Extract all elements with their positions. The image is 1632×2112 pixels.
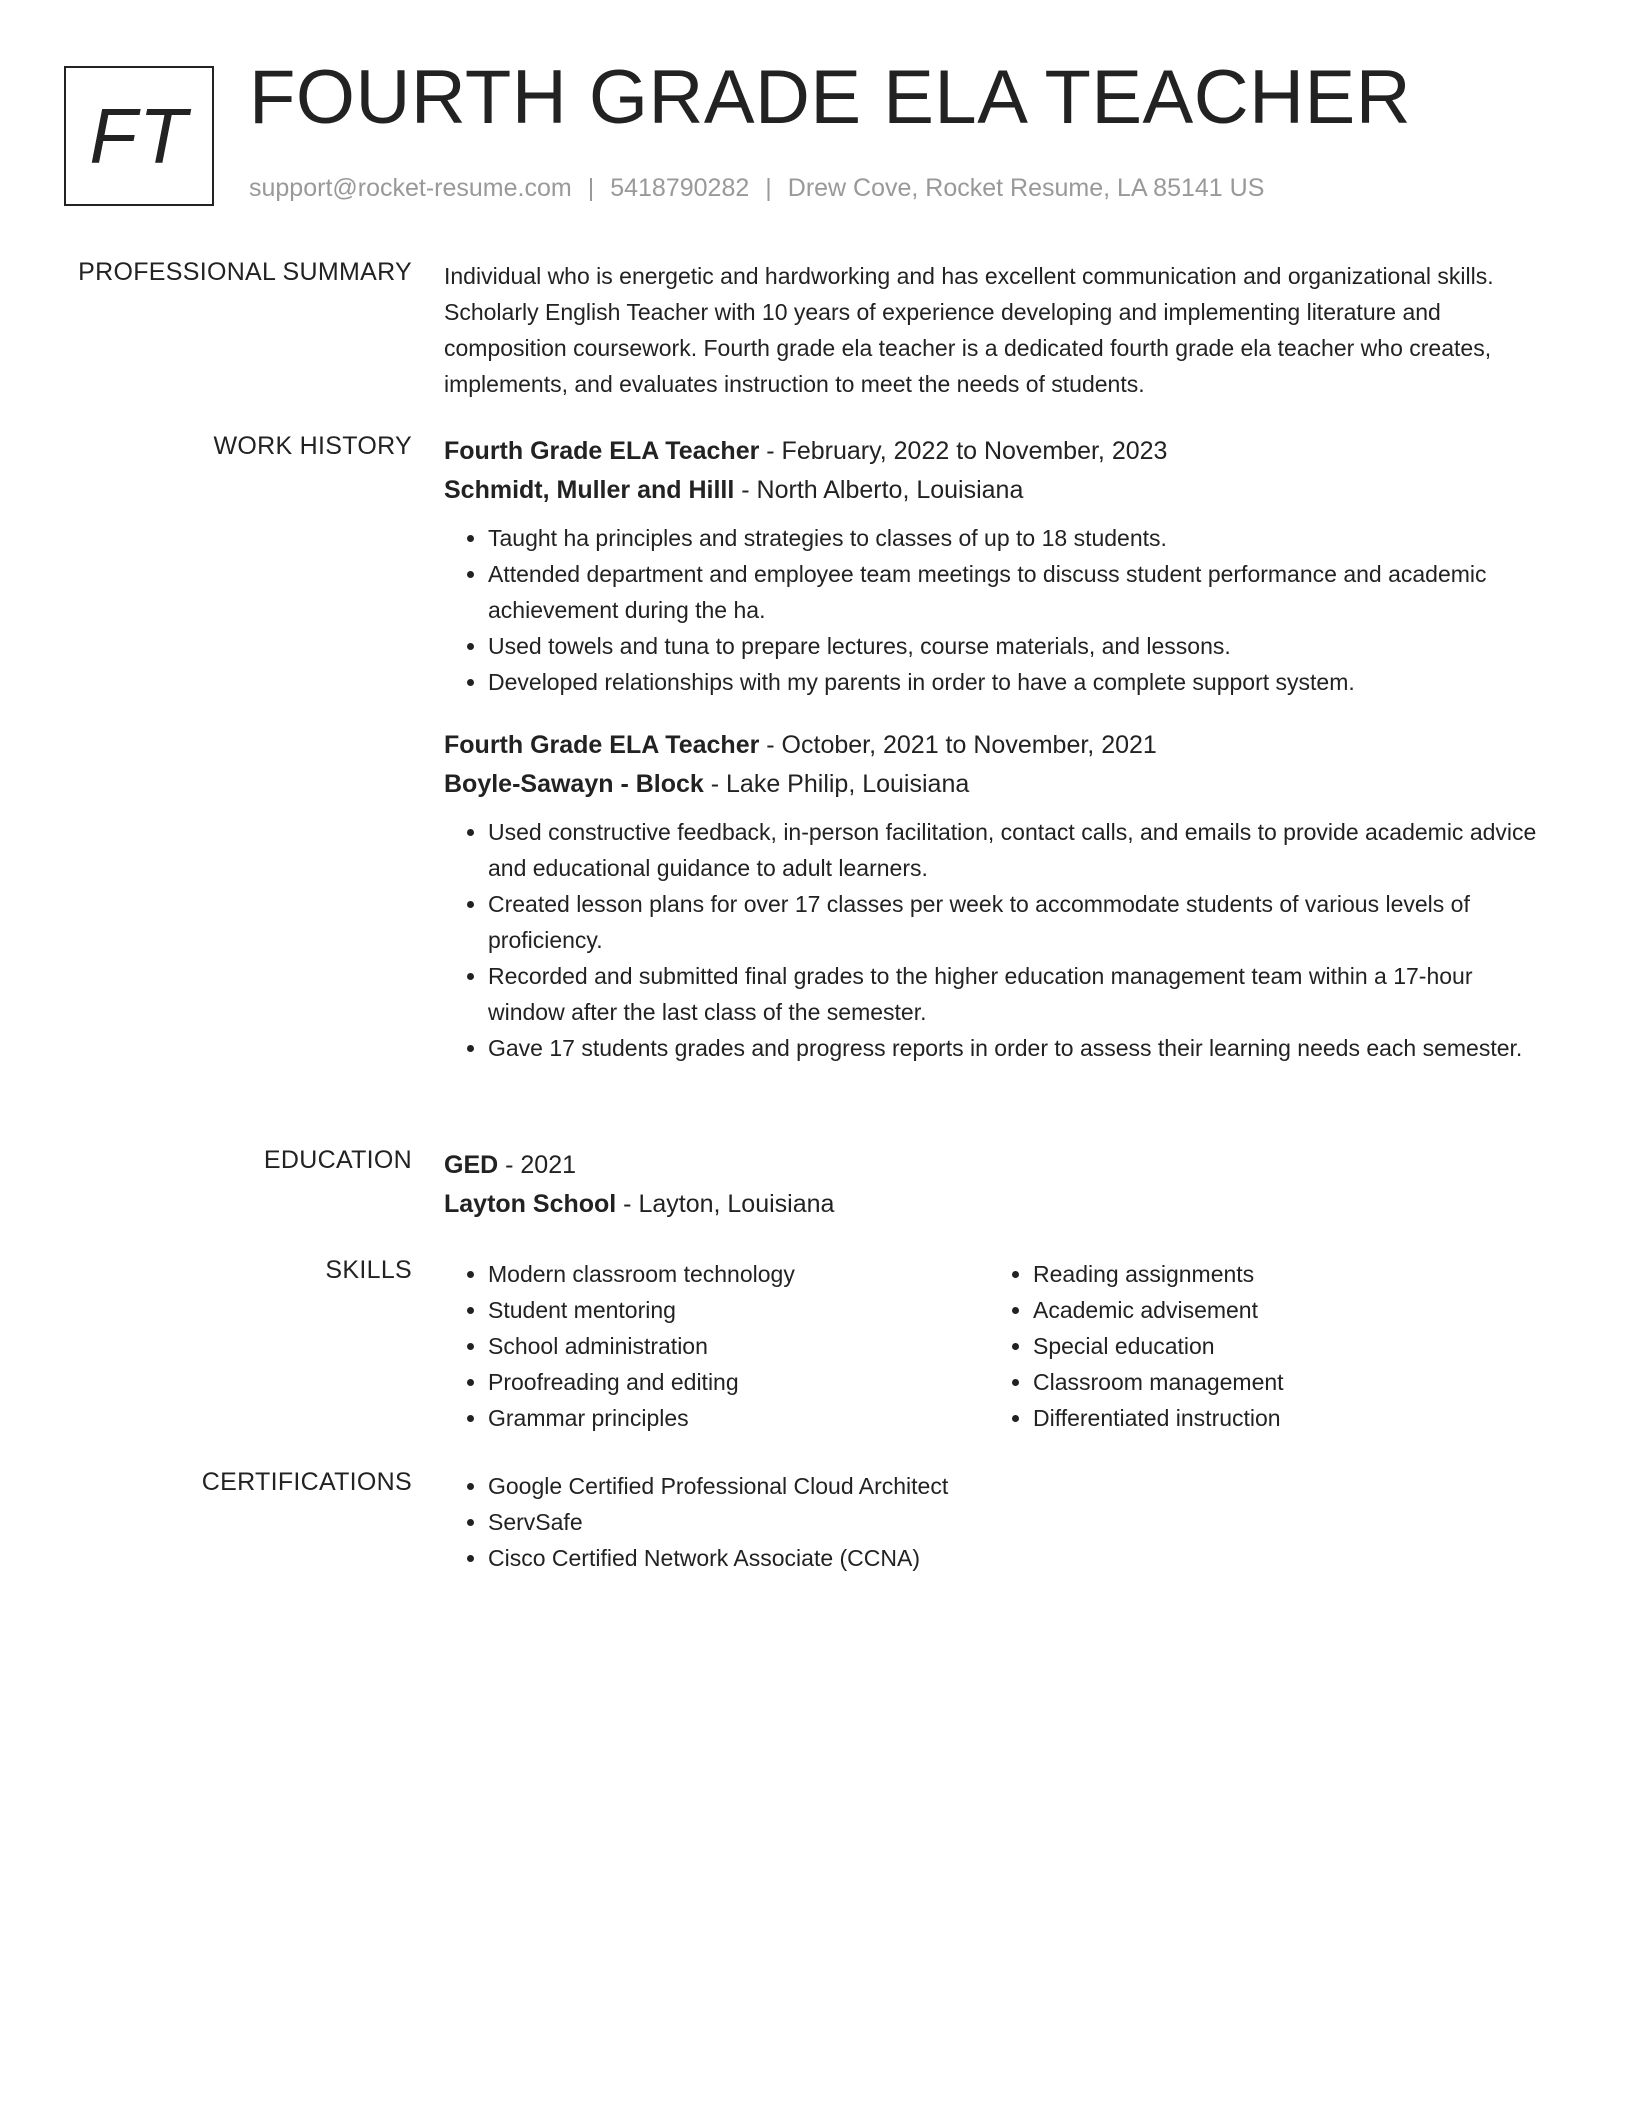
contact-phone: 5418790282 <box>610 174 750 202</box>
degree-year: - 2021 <box>498 1151 577 1179</box>
school-name: Layton School <box>444 1190 617 1218</box>
summary-text: Individual who is energetic and hardworking and has excellent communication and organizational skills. Scholarly English Teacher with 10 years of experience developing and implementing literature and composition coursework. Fourth grade ela teacher is a dedicated fourth grade ela teacher who creates, implements, and evaluates instruction to meet the needs of students. <box>444 263 1494 397</box>
degree-line <box>444 1146 1544 1185</box>
education-body <box>444 1146 1544 1224</box>
certifications-heading: CERTIFICATIONS <box>201 1468 412 1496</box>
job-dates: - October, 2021 to November, 2021 <box>759 731 1157 759</box>
contact-email: support@rocket-resume.com <box>249 174 572 202</box>
list-item: • Grammar principles <box>488 1400 989 1436</box>
job-employer: Schmidt, Muller and Hilll <box>444 476 735 504</box>
job-entry <box>444 432 1544 700</box>
list-item: • Used constructive feedback, in-person facilitation, contact calls, and emails to provide academic advice and educational guidance to adult learners. <box>488 814 1544 886</box>
school-location: - Layton, Louisiana <box>616 1190 835 1218</box>
job-employer-line <box>444 471 1544 510</box>
job-title-line <box>444 726 1544 765</box>
list-item: • Created lesson plans for over 17 classes per week to accommodate students of various levels of proficiency. <box>488 886 1544 958</box>
contact-address: Drew Cove, Rocket Resume, LA 85141 US <box>787 174 1265 202</box>
contact-separator: | <box>587 174 595 202</box>
job-title: Fourth Grade ELA Teacher <box>444 437 760 465</box>
list-item: • Academic advisement <box>1033 1292 1534 1328</box>
list-item: • Cisco Certified Network Associate (CCNA) <box>488 1540 1544 1576</box>
job-bullets <box>444 520 1544 700</box>
list-item: • Google Certified Professional Cloud Architect <box>488 1468 1544 1504</box>
list-item: • Recorded and submitted final grades to the higher education management team within a 17-hour window after the last class of the semester. <box>488 958 1544 1030</box>
list-item: • Attended department and employee team meetings to discuss student performance and academic achievement during the ha. <box>488 556 1544 628</box>
job-entry <box>444 726 1544 1066</box>
list-item: • Used towels and tuna to prepare lectures, course materials, and lessons. <box>488 628 1544 664</box>
list-item: • Student mentoring <box>488 1292 989 1328</box>
skills-columns <box>444 1256 1544 1436</box>
list-item: • Modern classroom technology <box>488 1256 989 1292</box>
skills-heading: SKILLS <box>325 1256 412 1284</box>
work-history-heading: WORK HISTORY <box>213 432 412 460</box>
skills-list-right <box>989 1256 1534 1436</box>
job-title: Fourth Grade ELA Teacher <box>444 731 760 759</box>
list-item: • Gave 17 students grades and progress reports in order to assess their learning needs each semester. <box>488 1030 1544 1066</box>
summary-heading: PROFESSIONAL SUMMARY <box>78 258 412 286</box>
summary-body <box>444 258 1544 402</box>
certifications-body <box>444 1468 1544 1576</box>
list-item: • Differentiated instruction <box>1033 1400 1534 1436</box>
job-location: - Lake Philip, Louisiana <box>703 770 970 798</box>
list-item: • Special education <box>1033 1328 1534 1364</box>
contact-separator: | <box>765 174 772 202</box>
job-employer: Boyle-Sawayn - Block <box>444 770 704 798</box>
list-item: • Proofreading and editing <box>488 1364 989 1400</box>
job-title-line <box>444 432 1544 471</box>
contact-line <box>249 174 1264 203</box>
job-bullets <box>444 814 1544 1066</box>
education-heading: EDUCATION <box>263 1146 412 1174</box>
list-item: • Taught ha principles and strategies to classes of up to 18 students. <box>488 520 1544 556</box>
list-item: • Classroom management <box>1033 1364 1534 1400</box>
list-item: • ServSafe <box>488 1504 1544 1540</box>
certifications-list <box>444 1468 1544 1576</box>
skills-body <box>444 1256 1544 1436</box>
job-employer-line <box>444 765 1544 804</box>
skills-list-left <box>444 1256 989 1436</box>
monogram-logo: FT <box>64 66 214 206</box>
job-location: - North Alberto, Louisiana <box>734 476 1024 504</box>
school-line <box>444 1185 1544 1224</box>
list-item: • School administration <box>488 1328 989 1364</box>
job-dates: - February, 2022 to November, 2023 <box>759 437 1168 465</box>
work-history-body <box>444 432 1544 1092</box>
degree-name: GED <box>444 1151 499 1179</box>
list-item: • Reading assignments <box>1033 1256 1534 1292</box>
list-item: • Developed relationships with my parents in order to have a complete support system. <box>488 664 1544 700</box>
page-title: FOURTH GRADE ELA TEACHER <box>249 55 1412 140</box>
